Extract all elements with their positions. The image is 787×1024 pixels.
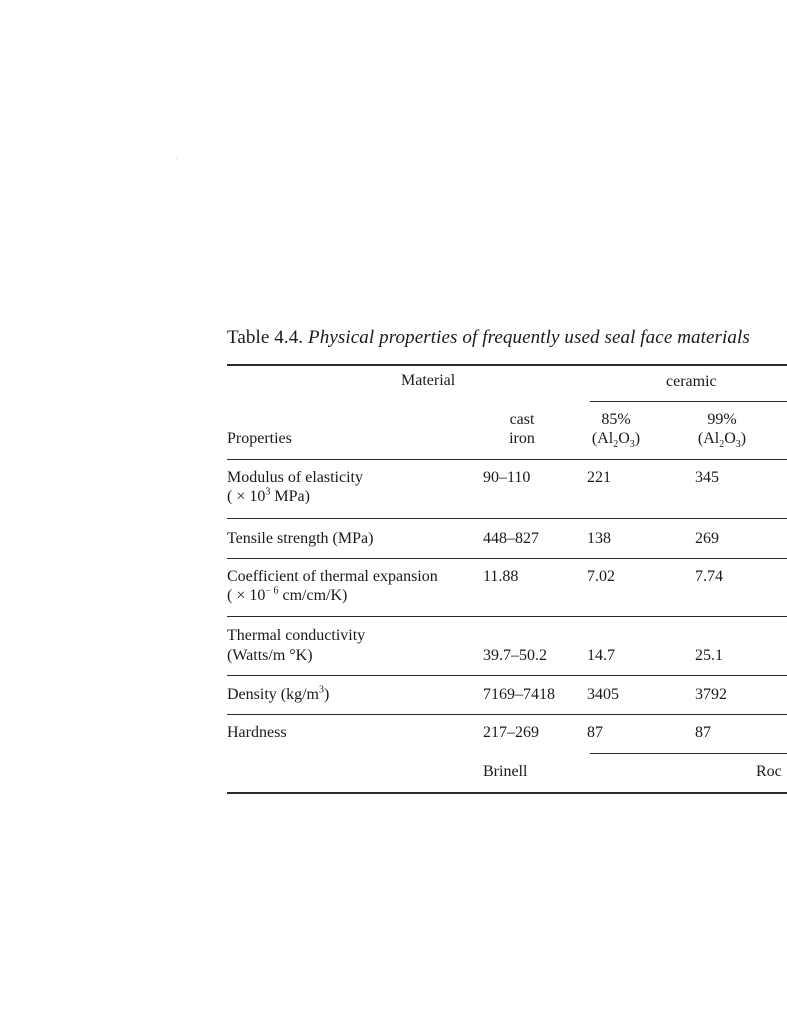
row-thermal-conductivity-ceramic-99: 25.1 xyxy=(695,647,723,664)
row-divider xyxy=(227,616,787,617)
row-thermal-conductivity-label-line2: (Watts/m °K) xyxy=(227,647,313,664)
header-ceramic-85-line2: $(Al_2O_3)$ xyxy=(591,430,641,451)
row-divider xyxy=(227,675,787,676)
header-ceramic-99-line1: 99% xyxy=(707,411,737,428)
row-modulus-ceramic-85: 221 xyxy=(587,469,611,486)
row-thermal-expansion-label-line2: ( × $10^{- 6}$ cm/cm/K) xyxy=(227,585,348,604)
row-hardness-ceramic-85: 87 xyxy=(587,724,603,741)
row-hardness-ceramic-99: 87 xyxy=(695,724,711,741)
header-cast-iron-line1: cast xyxy=(509,411,535,428)
row-thermal-expansion-ceramic-99: 7.74 xyxy=(695,568,723,585)
header-material: Material xyxy=(401,372,456,389)
header-ceramic-99-line2: $(Al_2O_3)$ xyxy=(697,430,747,451)
row-modulus-label-line2: ( × $10^3$ MPa) xyxy=(227,486,310,505)
row-divider xyxy=(227,558,787,559)
hardness-scale-cast-iron: Brinell xyxy=(483,763,528,780)
hardness-scale-span-rule xyxy=(590,753,787,754)
scan-speck xyxy=(176,158,177,159)
header-cast-iron-line2: iron xyxy=(509,430,535,447)
row-density-ceramic-99: 3792 xyxy=(695,686,727,703)
row-divider xyxy=(227,714,787,715)
header-ceramic: ceramic xyxy=(666,373,717,390)
row-density-label: Density $(kg/m^3)$ xyxy=(227,684,330,703)
table-caption-label: Table 4.4. xyxy=(227,327,304,348)
row-tensile-ceramic-85: 138 xyxy=(587,530,611,547)
row-hardness-cast-iron: 217–269 xyxy=(483,724,539,741)
table-caption xyxy=(227,327,750,349)
row-modulus-cast-iron: 90–110 xyxy=(483,469,531,486)
row-thermal-expansion-label-line1: Coefficient of thermal expansion xyxy=(227,568,438,585)
row-thermal-conductivity-ceramic-85: 14.7 xyxy=(587,647,615,664)
row-hardness-label: Hardness xyxy=(227,724,287,741)
row-tensile-ceramic-99: 269 xyxy=(695,530,719,547)
header-properties: Properties xyxy=(227,430,292,447)
ceramic-span-rule xyxy=(590,401,787,402)
header-ceramic-85-line1: 85% xyxy=(601,411,631,428)
row-tensile-cast-iron: 448–827 xyxy=(483,530,539,547)
hardness-scale-ceramic: Roc xyxy=(756,763,782,780)
table-caption-title: Physical properties of frequently used seal face materials xyxy=(308,327,750,348)
table-bottom-rule xyxy=(227,792,787,794)
row-thermal-expansion-cast-iron: 11.88 xyxy=(483,568,519,585)
row-thermal-conductivity-cast-iron: 39.7–50.2 xyxy=(483,647,547,664)
row-thermal-expansion-ceramic-85: 7.02 xyxy=(587,568,615,585)
header-bottom-rule xyxy=(227,459,787,460)
row-modulus-ceramic-99: 345 xyxy=(695,469,719,486)
row-density-ceramic-85: 3405 xyxy=(587,686,619,703)
row-modulus-label-line1: Modulus of elasticity xyxy=(227,469,363,486)
row-tensile-label: Tensile strength (MPa) xyxy=(227,530,374,547)
table-top-rule xyxy=(227,364,787,366)
row-density-cast-iron: 7169–7418 xyxy=(483,686,555,703)
row-divider xyxy=(227,518,787,519)
row-thermal-conductivity-label-line1: Thermal conductivity xyxy=(227,627,366,644)
